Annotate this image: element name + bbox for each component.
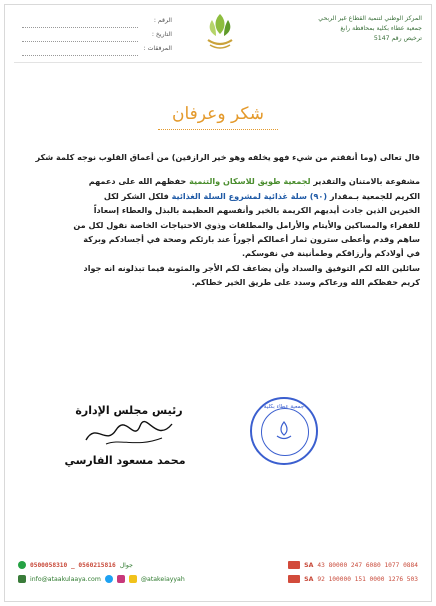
letter-page: [4, 4, 432, 602]
header-divider: [14, 62, 422, 63]
date-line: [22, 32, 138, 42]
iban-2-prefix: SA: [304, 575, 314, 583]
phone-numbers: 0500058310 _ 0560215816: [30, 561, 116, 569]
body-line-9: كريم حفظكم الله ورعاكم وسدد على طريق الخير خطاكم.: [191, 277, 420, 288]
snapchat-icon: [129, 575, 137, 583]
attachments-line: [22, 46, 138, 56]
official-seal: [250, 397, 318, 465]
phone-row: [18, 558, 218, 572]
ref-number-line: [22, 18, 138, 28]
ref-number-row: [22, 14, 172, 28]
org-line-1: المركز الوطني لتنمية القطاع غير الربحي: [318, 15, 422, 22]
donation-amount: (٩٠) سلة غذائية لمشروع السلة الغذائية: [171, 190, 328, 201]
instagram-icon: [117, 575, 125, 583]
body-line-2a: مشفوعة بالامتنان والتقدير: [310, 176, 420, 187]
signatory-name: محمد مسعود الفارسي: [64, 454, 186, 467]
organization-logo: [200, 10, 240, 56]
whatsapp-icon: [18, 561, 26, 569]
seal-emblem-icon: [272, 419, 296, 443]
body-line-2: [14, 174, 420, 188]
org-header: [272, 14, 422, 44]
email-icon: [18, 575, 26, 583]
body-line-3: [14, 189, 420, 203]
letter-body: [14, 150, 420, 290]
letter-title: شكر وعرفان: [172, 104, 264, 124]
bank-accounts: [258, 558, 418, 586]
social-handle[interactable]: @atakeiayyah: [140, 575, 185, 583]
body-line-6: ساهم وقدم وأعطى سترون ثمار أعمالكم أجوراً عند بارئكم وصحة في أجسادكم وبركة: [83, 234, 420, 245]
iban-1: 43 80000 247 6080 1077 0884: [317, 561, 418, 569]
iban-2: 92 100000 151 0000 1276 503: [317, 575, 418, 583]
body-line-5: للفقراء والمساكين والأيتام والأرامل والمطلقات وذوي الاحتياجات الخاصة نقول لكل من: [73, 219, 420, 230]
iban-1-prefix: SA: [304, 561, 314, 569]
bank-icon: [288, 575, 300, 583]
body-line-3a: الكريم للجمعية بـمقدار: [327, 190, 420, 201]
iban-row-1: [258, 558, 418, 572]
phone-label: جوال: [119, 561, 133, 569]
seal-text: جمعية عطاء بكلية: [263, 404, 305, 410]
date-label: التاريخ :: [151, 31, 172, 38]
org-line-2: جمعية عطاء بكلية بمحافظة رابغ: [340, 25, 422, 32]
iban-row-2: [258, 572, 418, 586]
body-line-3c: فلكل الشكر لكل: [103, 190, 172, 201]
title-underline: [158, 129, 278, 130]
attachments-row: [22, 42, 172, 56]
body-line-2c: حفظهم الله على دعمهم: [88, 176, 190, 187]
reference-fields: [22, 14, 172, 56]
org-line-3: ترخيص رقم 5147: [373, 35, 422, 42]
bank-icon: [288, 561, 300, 569]
email-social-row: [18, 572, 218, 586]
body-line-7: في أولادكم وأرزاقكم وطمأنينة في نفوسكم.: [241, 248, 420, 259]
ref-number-label: الرقم :: [153, 17, 172, 24]
date-row: [22, 28, 172, 42]
email-address[interactable]: info@ataakulaaya.com: [30, 575, 101, 583]
attachments-label: المرفقات :: [143, 45, 172, 52]
body-line-1: قال تعالى (وما أنفقتم من شيء فهو يخلفه وهو خير الرازقين) من أعماق القلوب نوجه كلمة شكر: [35, 152, 420, 162]
donor-name: لجمعية طويق للاسكان والتنمية: [189, 176, 311, 187]
contact-info: [18, 558, 218, 586]
handwritten-signature: [76, 412, 186, 452]
letter-footer: [0, 556, 436, 592]
twitter-icon: [105, 575, 113, 583]
body-line-8: سائلين الله لكم التوفيق والسداد وأن يضاعف لكم الأجر والمثوبة فيما تبذلونه انه جواد: [83, 262, 420, 273]
signatory-title: رئيس مجلس الإدارة: [75, 404, 183, 417]
body-line-4: الخيرين الذين جادت أيديهم الكريمة بالخير وأنفسهم العظيمة بالبذل والعطاء إسعاداً: [93, 205, 420, 216]
